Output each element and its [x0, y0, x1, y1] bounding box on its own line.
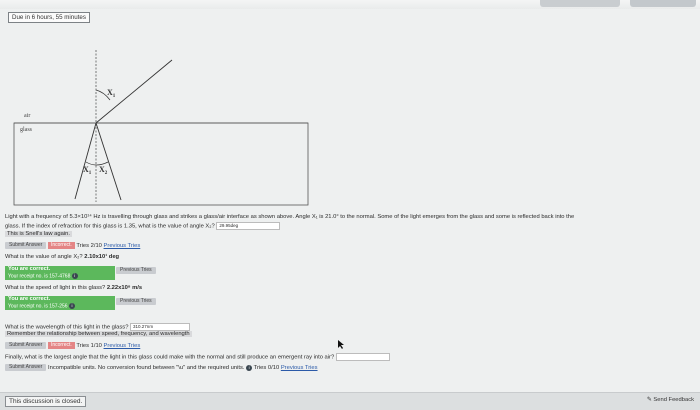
submit-button[interactable]: Submit Answer: [5, 342, 46, 349]
correct-title: You are correct.: [8, 266, 51, 272]
hint-4: Remember the relationship between speed, frequency, and wavelength: [7, 331, 190, 337]
question-2-text: What is the value of angle X₂?: [5, 254, 83, 260]
attempt-row-1: [5, 242, 140, 249]
tries-count: Tries 1/10: [76, 343, 102, 350]
incorrect-badge: Incorrect.: [48, 342, 75, 349]
question-2: [5, 254, 119, 260]
previous-tries-link[interactable]: Previous Tries: [103, 343, 141, 350]
receipt-3: Your receipt no. is 157-256: [8, 302, 68, 309]
tries-count: Tries 2/10: [76, 243, 102, 250]
attempt-row-5: [5, 364, 318, 371]
info-icon[interactable]: i: [69, 303, 75, 309]
submit-button[interactable]: Submit Answer: [5, 364, 46, 371]
problem-question: glass. If the index of refraction for this glass is 1.35, what is the value of angle X₂?: [5, 223, 215, 230]
correct-box-2: [5, 266, 115, 280]
info-icon[interactable]: i: [72, 273, 78, 279]
due-badge: Due in 6 hours, 55 minutes: [8, 12, 90, 23]
incident-ray: [75, 123, 96, 199]
glass-label: glass: [20, 127, 32, 133]
previous-tries-link[interactable]: Previous Tries: [280, 365, 318, 372]
hint-1: This is Snell's law again.: [7, 231, 70, 237]
air-label: air: [24, 113, 31, 119]
previous-tries-3: [116, 298, 156, 305]
question-5-text: Finally, what is the largest angle that the light in this glass could make with the normal and still produce an emergent ray into air?: [5, 354, 335, 361]
incompatible-units-message: Incompatible units. No conversion found between "\u" and the required units.: [47, 365, 245, 372]
question-4-text: What is the wavelength of this light in the glass?: [5, 324, 129, 331]
incorrect-badge: Incorrect.: [48, 242, 75, 249]
reflected-ray: [96, 123, 121, 200]
previous-tries-button[interactable]: Previous Tries: [116, 298, 156, 305]
send-feedback-label: Send Feedback: [653, 397, 694, 403]
previous-tries-2: [116, 267, 156, 274]
previous-tries-link[interactable]: Previous Tries: [103, 243, 141, 250]
answer-input-5[interactable]: [336, 353, 390, 361]
answer-input-4[interactable]: 310.27nm: [130, 323, 190, 331]
feedback-icon: ✎: [646, 397, 652, 403]
attempt-row-4: [5, 342, 140, 349]
angle-x1-bottom-label: $X_1$: [83, 165, 92, 176]
discussion-closed: This discussion is closed.: [5, 396, 86, 407]
submit-button[interactable]: Submit Answer: [5, 242, 46, 249]
answer-3: 2.22x10⁸ m/s: [106, 285, 143, 291]
info-icon[interactable]: i: [246, 365, 252, 371]
correct-box-3: [5, 296, 115, 310]
cursor-icon: [338, 340, 344, 349]
angle-x2-bottom-label: $X_2$: [99, 165, 108, 176]
question-3: [5, 285, 142, 291]
tries-count: Tries 0/10: [253, 365, 280, 372]
receipt-2: Your receipt no. is 157-4768: [8, 272, 71, 279]
glass-block: [14, 123, 308, 205]
question-5: [5, 353, 390, 361]
footer: [0, 392, 700, 410]
send-feedback-link[interactable]: [647, 397, 694, 403]
question-4: [5, 323, 190, 331]
problem-text-line1: Light with a frequency of 5.3×10¹⁴ Hz is travelling through glass and strikes a glass/air interface as shown above. Angle X₁ is 21.0° to the normal. Some of the light emerges from the glass and some is reflected back into the: [5, 214, 575, 220]
answer-2: 2.10x10¹ deg: [84, 254, 120, 260]
problem-text-line2: [5, 222, 280, 230]
previous-tries-button[interactable]: Previous Tries: [116, 267, 156, 274]
question-3-text: What is the speed of light in this glass?: [5, 285, 106, 291]
answer-input-1[interactable]: 29.95deg: [216, 222, 280, 230]
angle-x1-top-label: $X_1$: [107, 88, 116, 99]
correct-title: You are correct.: [8, 296, 51, 302]
